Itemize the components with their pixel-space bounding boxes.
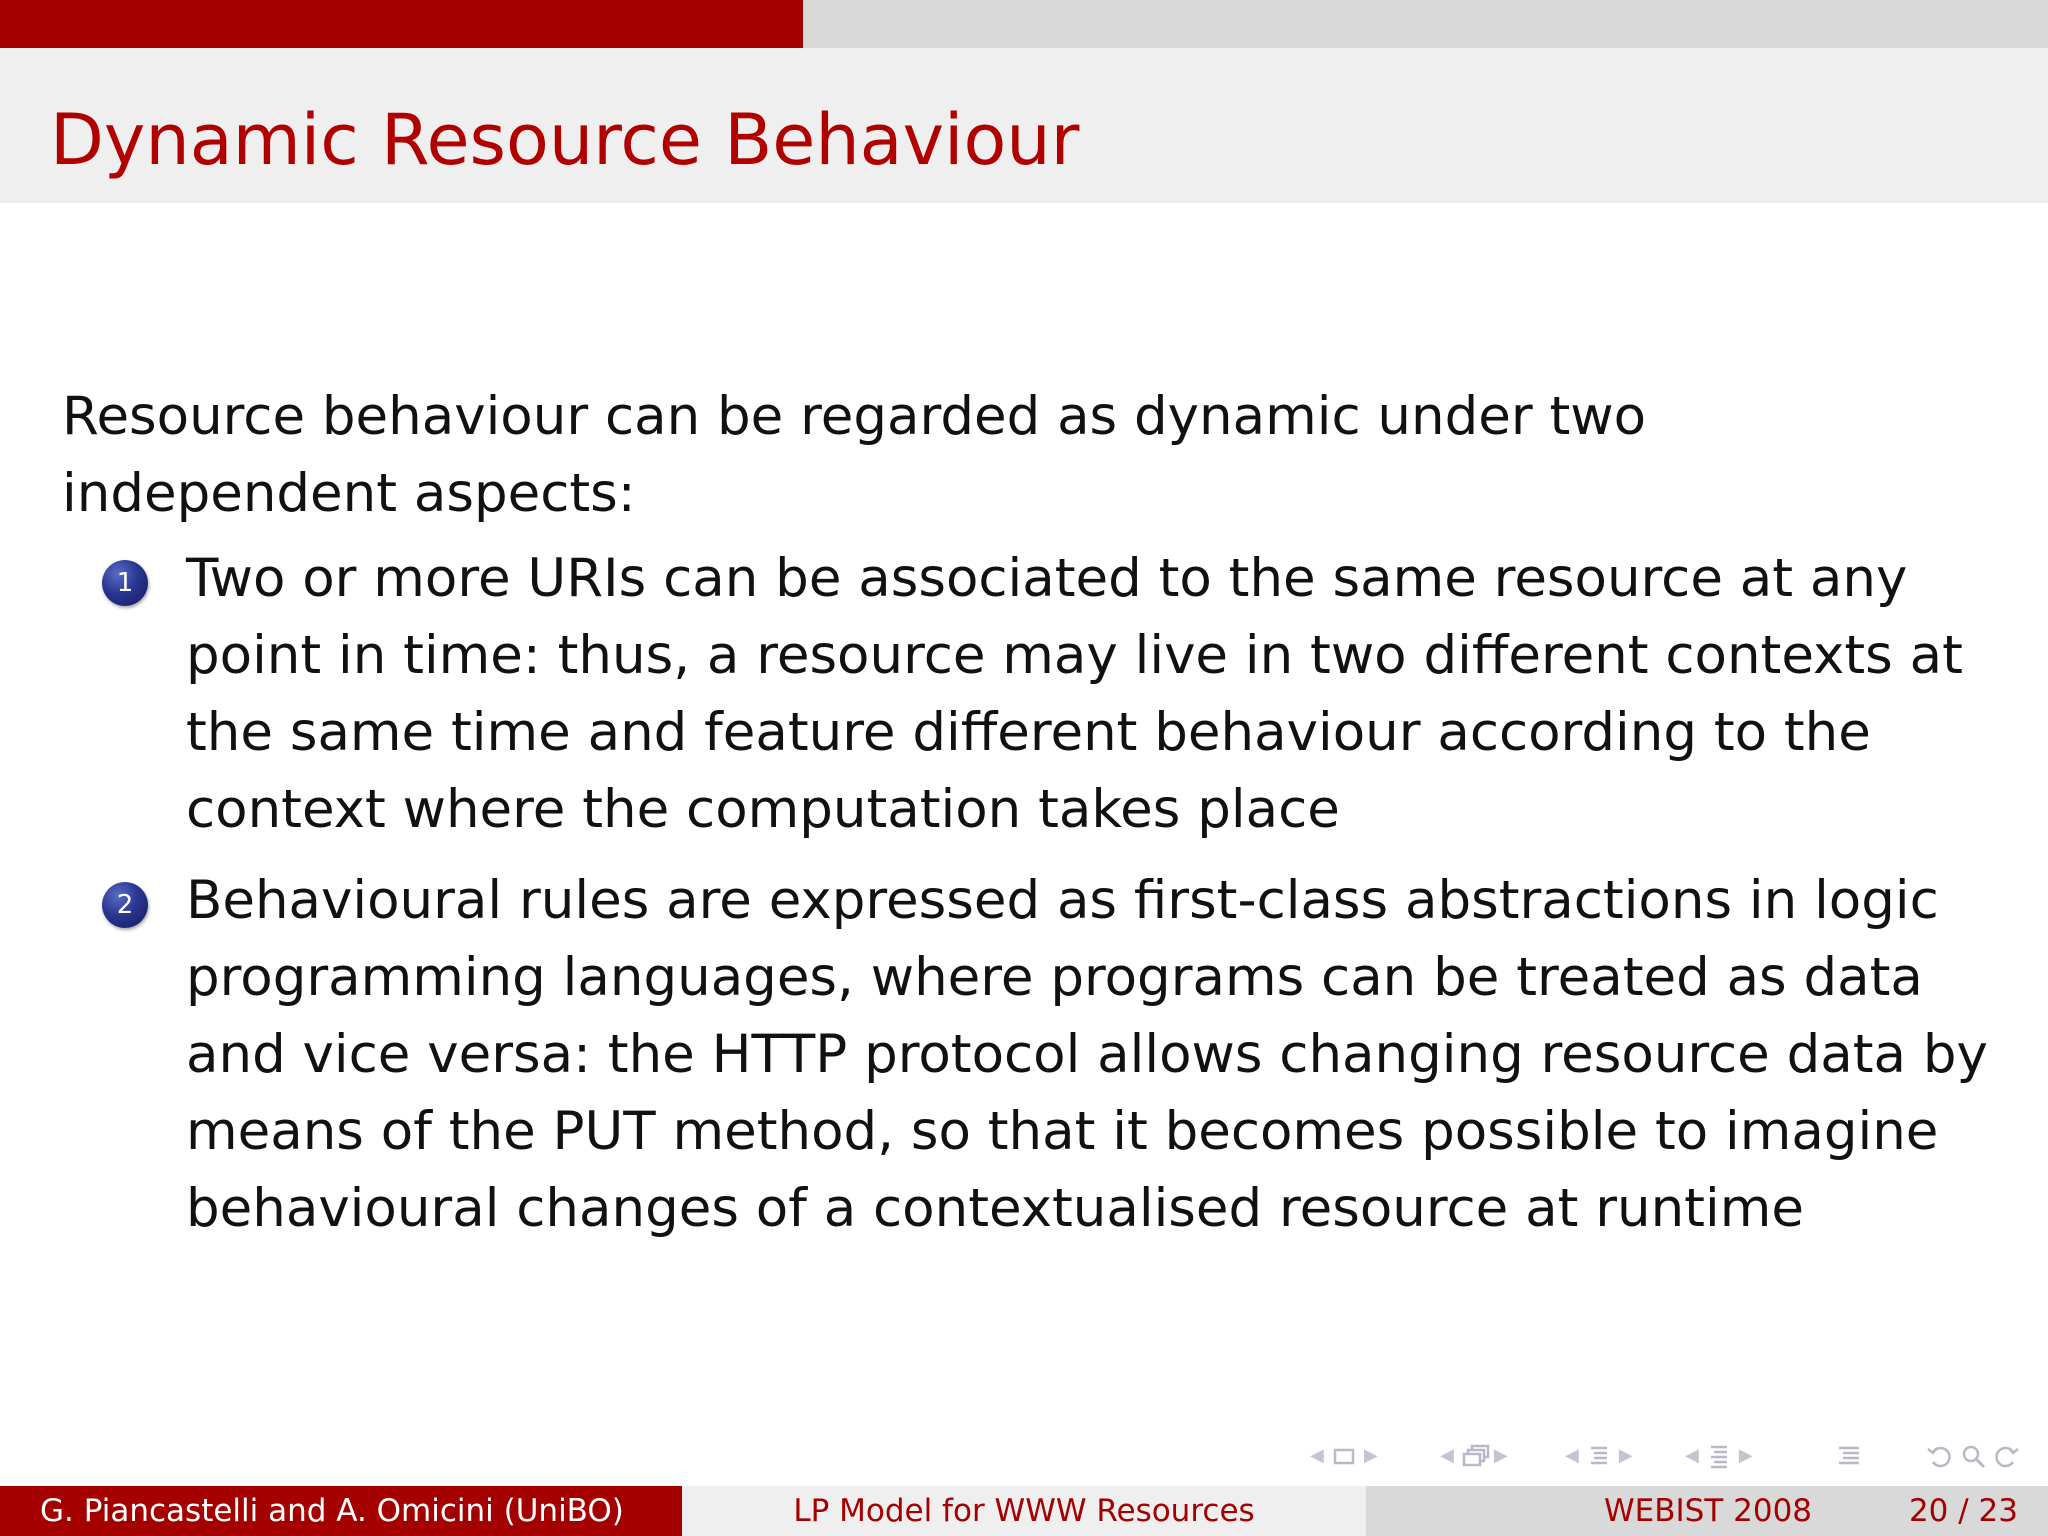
footer bbox=[0, 1486, 2048, 1536]
slide-title: Dynamic Resource Behaviour bbox=[50, 99, 1080, 181]
list-item bbox=[62, 862, 1992, 1247]
document-nav-icon[interactable] bbox=[1705, 1442, 1733, 1470]
footer-right-panel bbox=[1366, 1486, 2048, 1536]
document-prev-arrow-icon[interactable]: ◀ bbox=[1685, 1445, 1699, 1466]
toc-nav[interactable] bbox=[1835, 1436, 1863, 1476]
number-ball-icon: 2 bbox=[102, 882, 148, 928]
subsection-nav-icon[interactable] bbox=[1460, 1442, 1488, 1470]
subsection-nav[interactable] bbox=[1440, 1436, 1508, 1476]
footer-authors: G. Piancastelli and A. Omicini (UniBO) bbox=[0, 1486, 682, 1536]
page-number: 20 / 23 bbox=[1908, 1493, 2018, 1529]
footer-short-title: LP Model for WWW Resources bbox=[682, 1486, 1366, 1536]
section-prev-arrow-icon[interactable]: ◀ bbox=[1565, 1445, 1579, 1466]
navigation-bar bbox=[1310, 1436, 2030, 1476]
list-item bbox=[62, 540, 1992, 848]
progress-bar bbox=[0, 0, 2048, 48]
intro-paragraph: Resource behaviour can be regarded as dynamic under two independent aspects: bbox=[62, 386, 1647, 524]
frame-nav[interactable] bbox=[1310, 1436, 1378, 1476]
search-nav[interactable] bbox=[1925, 1436, 2021, 1476]
toc-icon[interactable] bbox=[1835, 1442, 1863, 1470]
frame-nav-icon[interactable] bbox=[1330, 1442, 1358, 1470]
subsection-prev-arrow-icon[interactable]: ◀ bbox=[1440, 1445, 1454, 1466]
search-icon[interactable] bbox=[1959, 1442, 1987, 1470]
subsection-next-arrow-icon[interactable]: ▶ bbox=[1493, 1445, 1508, 1466]
list-item-text: Behavioural rules are expressed as first-class abstractions in logic programming languages, where programs can be treated as data and vice versa: the HTTP protocol allows changing resource data by means of the PUT method, so that it becomes possible to imagine behavioural changes of a contextualised resource at runtime bbox=[186, 870, 1988, 1239]
progress-bar-fill bbox=[0, 0, 803, 48]
slide-body bbox=[62, 378, 1992, 1247]
section-next-arrow-icon[interactable]: ▶ bbox=[1618, 1445, 1633, 1466]
section-nav-icon[interactable] bbox=[1585, 1442, 1613, 1470]
enumerated-list bbox=[62, 540, 1992, 1247]
back-icon[interactable] bbox=[1925, 1442, 1953, 1470]
list-item-text: Two or more URIs can be associated to the same resource at any point in time: thus, a resource may live in two different contexts at the same time and feature different behaviour according to the context where the computation takes place bbox=[186, 548, 1963, 840]
document-nav[interactable] bbox=[1685, 1436, 1753, 1476]
section-nav[interactable] bbox=[1565, 1436, 1633, 1476]
frame-prev-arrow-icon[interactable]: ◀ bbox=[1310, 1445, 1324, 1466]
document-next-arrow-icon[interactable]: ▶ bbox=[1738, 1445, 1753, 1466]
number-ball-icon: 1 bbox=[102, 560, 148, 606]
title-bar bbox=[0, 48, 2048, 203]
footer-event: WEBIST 2008 bbox=[1604, 1493, 1813, 1529]
forward-icon[interactable] bbox=[1993, 1442, 2021, 1470]
frame-next-arrow-icon[interactable]: ▶ bbox=[1363, 1445, 1378, 1466]
